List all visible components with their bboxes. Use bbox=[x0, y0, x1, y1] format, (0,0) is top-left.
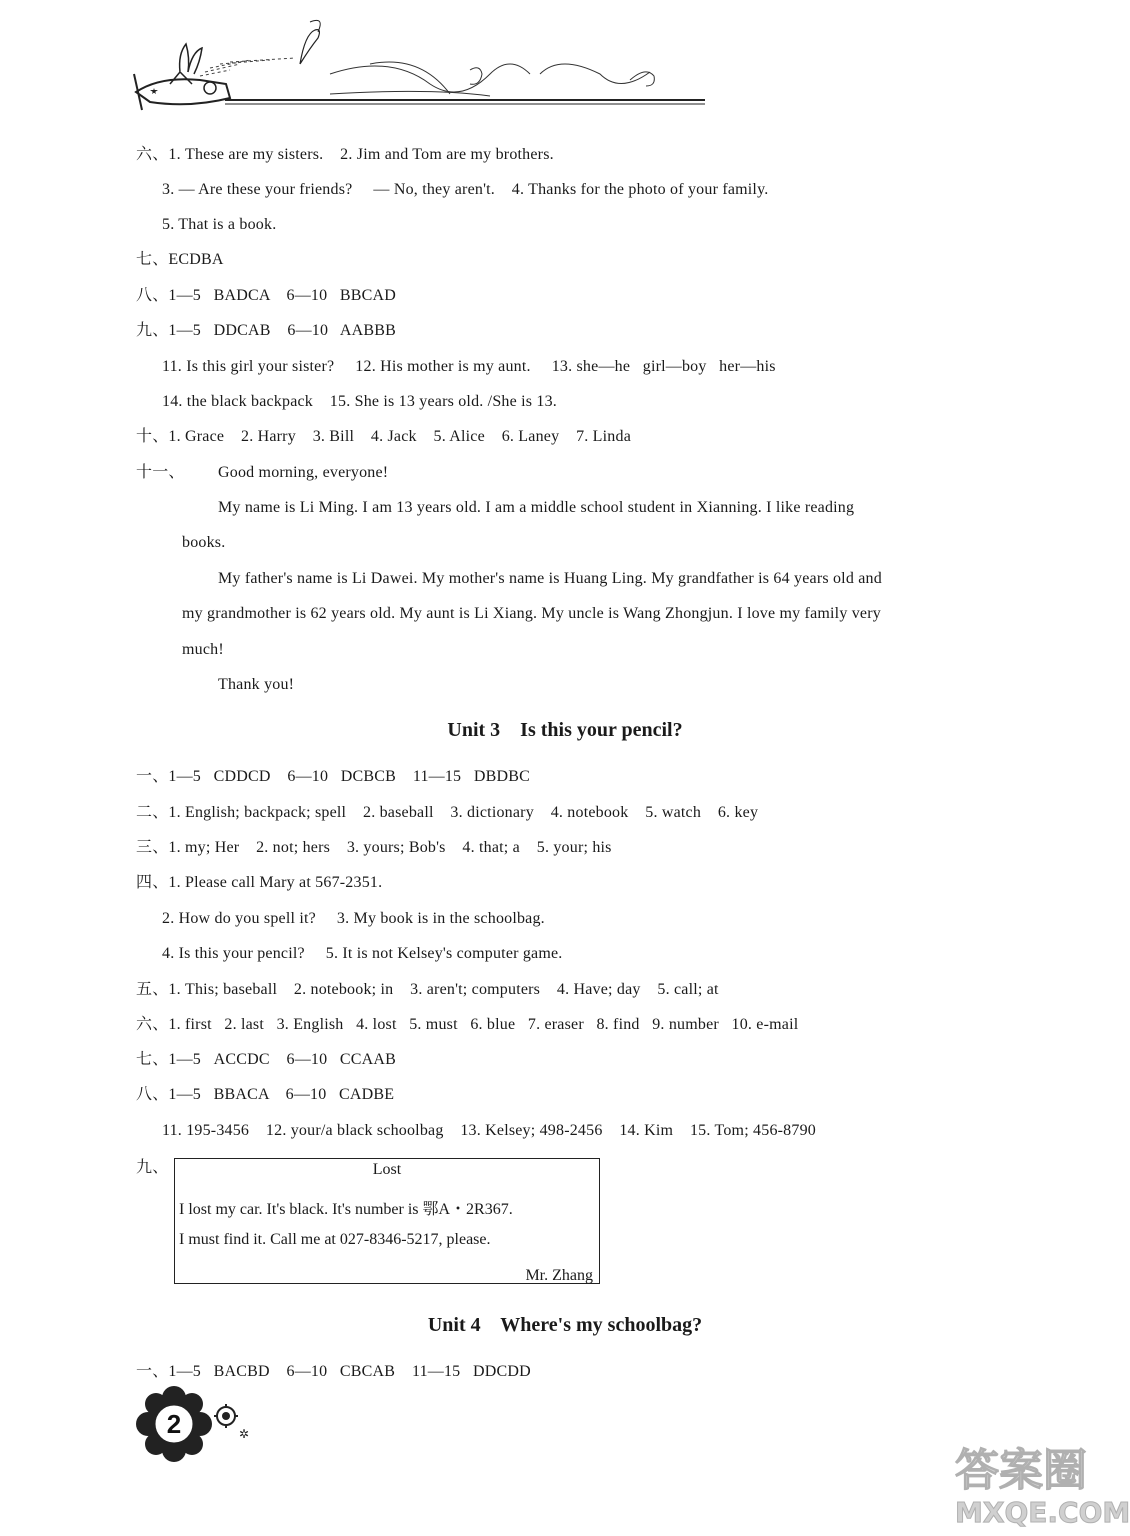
u3-answer-line-8: 八、1—5 BBACA 6—10 CADBE bbox=[136, 1086, 395, 1103]
u3-answer-line-5: 五、1. This; baseball 2. notebook; in 3. aren't; computers 4. Have; day 5. call; at bbox=[136, 981, 719, 998]
answer-line-9-3: 14. the black backpack 15. She is 13 years old. /She is 13. bbox=[162, 393, 557, 410]
u3-answer-label-9: 九、 bbox=[136, 1159, 169, 1176]
answer-line-9-2: 11. Is this girl your sister? 12. His mother is my aunt. 13. she—he girl—boy her—his bbox=[162, 358, 776, 375]
lost-notice-box bbox=[174, 1158, 600, 1284]
u3-answer-line-2: 二、1. English; backpack; spell 2. baseball 3. dictionary 4. notebook 5. watch 6. key bbox=[136, 804, 759, 821]
page-number-badge bbox=[136, 1384, 250, 1464]
essay-line-1: Good morning, everyone! bbox=[218, 464, 389, 481]
u3-answer-line-6: 六、1. first 2. last 3. English 4. lost 5. must 6. blue 7. eraser 8. find 9. number 10. e-mail bbox=[136, 1016, 799, 1033]
u3-answer-line-4: 四、1. Please call Mary at 567-2351. bbox=[136, 874, 383, 891]
u3-answer-line-8b: 11. 195-3456 12. your/a black schoolbag 13. Kelsey; 498-2456 14. Kim 15. Tom; 456-8790 bbox=[162, 1122, 816, 1139]
site-watermark bbox=[950, 1430, 1130, 1530]
answer-line-10: 十、1. Grace 2. Harry 3. Bill 4. Jack 5. Alice 6. Laney 7. Linda bbox=[136, 428, 631, 445]
essay-line-2: My name is Li Ming. I am 13 years old. I am a middle school student in Xianning. I like reading bbox=[218, 499, 855, 516]
answer-line-9: 九、1—5 DDCAB 6—10 AABBB bbox=[136, 322, 397, 339]
answer-line-6-1: 六、1. These are my sisters. 2. Jim and Tom are my brothers. bbox=[136, 146, 554, 163]
watermark-top-text: 答案圈 bbox=[955, 1445, 1087, 1496]
notice-line-1: I lost my car. It's black. It's number is 鄂A・2R367. bbox=[179, 1201, 513, 1218]
u3-answer-line-4b: 2. How do you spell it? 3. My book is in the schoolbag. bbox=[162, 910, 545, 927]
essay-line-6: much! bbox=[182, 641, 224, 658]
u3-answer-line-7: 七、1—5 ACCDC 6—10 CCAAB bbox=[136, 1051, 397, 1068]
answer-line-8: 八、1—5 BADCA 6—10 BBCAD bbox=[136, 287, 397, 304]
essay-line-4: My father's name is Li Dawei. My mother's name is Huang Ling. My grandfather is 64 years old and bbox=[218, 570, 882, 587]
svg-text:✲: ✲ bbox=[239, 1427, 250, 1441]
answer-label-11: 十一、 bbox=[136, 464, 185, 481]
notice-line-2: I must find it. Call me at 027-8346-5217, please. bbox=[179, 1231, 491, 1248]
answer-line-6-3: 5. That is a book. bbox=[162, 216, 277, 233]
answer-line-7: 七、ECDBA bbox=[136, 251, 224, 268]
essay-line-5: my grandmother is 62 years old. My aunt is Li Xiang. My uncle is Wang Zhongjun. I love my family very bbox=[182, 605, 881, 622]
answer-line-6-2: 3. — Are these your friends? — No, they aren't. 4. Thanks for the photo of your family. bbox=[162, 181, 769, 198]
u3-answer-line-3: 三、1. my; Her 2. not; hers 3. yours; Bob's 4. that; a 5. your; his bbox=[136, 839, 612, 856]
notice-signature: Mr. Zhang bbox=[525, 1267, 593, 1284]
unit-4-title: Unit 4 Where's my schoolbag? bbox=[427, 1314, 703, 1336]
u3-answer-line-4c: 4. Is this your pencil? 5. It is not Kelsey's computer game. bbox=[162, 945, 563, 962]
essay-line-7: Thank you! bbox=[218, 676, 295, 693]
notice-title: Lost bbox=[372, 1161, 402, 1178]
unit-3-title: Unit 3 Is this your pencil? bbox=[447, 719, 683, 741]
small-flower-icon bbox=[214, 1404, 249, 1441]
page-number: 2 bbox=[166, 1409, 182, 1439]
essay-line-3: books. bbox=[182, 534, 226, 551]
u3-answer-line-1: 一、1—5 CDDCD 6—10 DCBCB 11—15 DBDBC bbox=[136, 768, 530, 785]
header-airplane-decoration bbox=[130, 14, 710, 114]
watermark-bottom-text: MXQE.COM bbox=[955, 1496, 1130, 1529]
u4-answer-line-1: 一、1—5 BACBD 6—10 CBCAB 11—15 DDCDD bbox=[136, 1363, 531, 1380]
